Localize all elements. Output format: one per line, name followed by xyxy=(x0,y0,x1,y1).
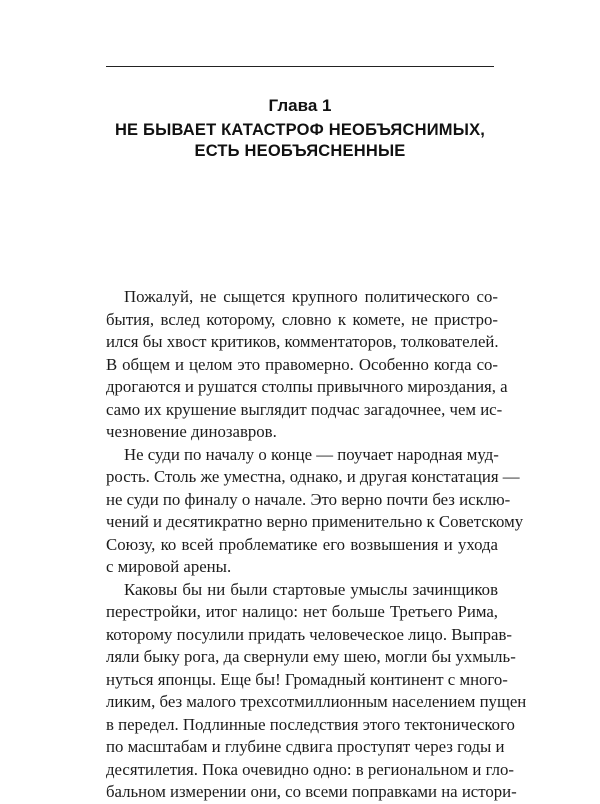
paragraph xyxy=(106,286,508,444)
text-line: дрогаются и рушатся столпы привычного мироздания, а xyxy=(106,377,508,396)
text-line: Не суди по началу о конце — поучает народная муд- xyxy=(124,444,499,464)
text-line: перестройки, итог налицо: нет больше Третьего Рима, xyxy=(106,602,498,621)
text-line: ляли быку рога, да свернули ему шею, могли бы ухмыль- xyxy=(106,647,516,666)
text-line: Пожалуй, не сыщется крупного политического со- xyxy=(124,287,498,306)
text-line: в передел. Подлинные последствия этого тектонического xyxy=(106,714,515,734)
text-line: с мировой арены. xyxy=(106,557,232,576)
text-line: не суди по финалу о начале. Это верно почти без исклю- xyxy=(106,489,511,509)
text-line: бальном измерении они, со всеми поправками на истори- xyxy=(106,782,517,801)
text-line: ликим, без малого трехсотмиллионным населением пущен xyxy=(106,692,527,711)
text-line: само их крушение выглядит подчас загадочнее, чем ис- xyxy=(106,399,503,419)
text-line: Каковы бы ни были стартовые умыслы зачинщиков xyxy=(124,579,498,599)
text-line: которому посулили придать человеческое лицо. Выправ- xyxy=(106,624,513,644)
text-line: рость. Столь же уместна, однако, и другая констатация — xyxy=(106,467,520,486)
chapter-title xyxy=(0,120,600,162)
paragraph xyxy=(106,579,527,804)
text-line: бытия, вслед которому, словно к комете, не пристро- xyxy=(106,309,498,329)
body-text xyxy=(106,286,527,804)
text-line: В общем и целом это правомерно. Особенно когда со- xyxy=(106,354,498,374)
text-line: чений и десятикратно верно применительно к Советскому xyxy=(106,512,524,531)
text-line: чезновение динозавров. xyxy=(106,422,277,441)
text-line: Союзу, ко всей проблематике его возвышения и ухода xyxy=(106,534,498,554)
text-line: нуться японцы. Еще бы! Громадный континент с много- xyxy=(106,669,508,689)
text-line: десятилетия. Пока очевидно одно: в региональном и гло- xyxy=(106,759,514,779)
text-line: по масштабам и глубине сдвига проступят через годы и xyxy=(106,737,505,756)
header-rule xyxy=(106,66,494,67)
text-line: ился бы хвост критиков, комментаторов, толкователей. xyxy=(106,332,499,351)
chapter-title-line: НЕ БЫВАЕТ КАТАСТРОФ НЕОБЪЯСНИМЫХ, xyxy=(114,121,486,139)
chapter-label: Глава 1 xyxy=(268,96,332,115)
paragraph xyxy=(106,444,524,579)
chapter-title-line: ЕСТЬ НЕОБЪЯСНЕННЫЕ xyxy=(194,142,406,160)
